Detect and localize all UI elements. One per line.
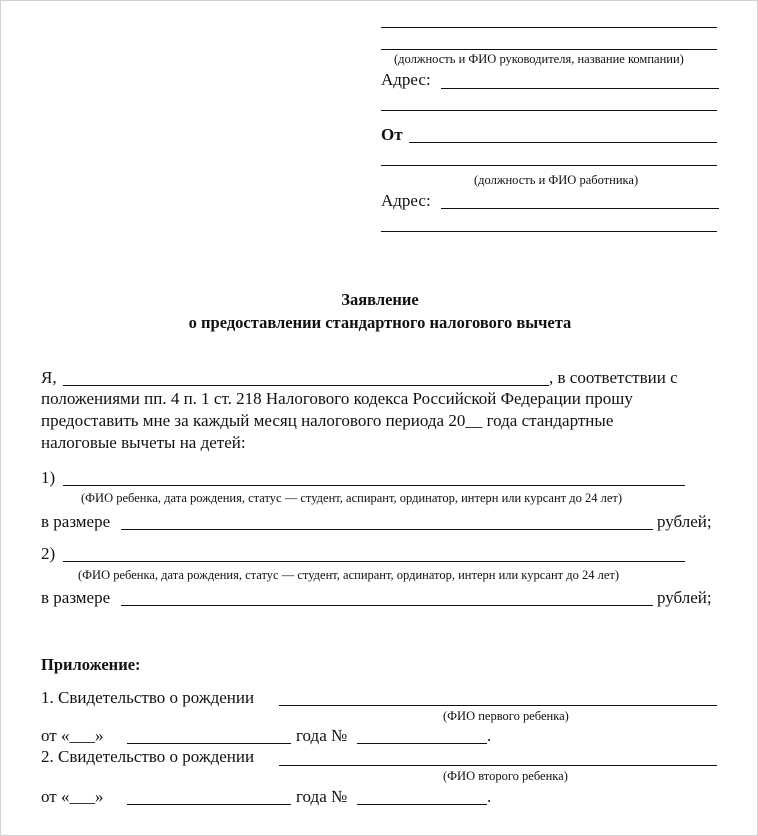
- child-2-number: 2): [41, 544, 56, 563]
- appendix-item-1-date-line[interactable]: [127, 743, 291, 744]
- child-2-line[interactable]: [63, 561, 685, 562]
- appendix-item-2-year-label: года №: [296, 787, 348, 806]
- address-line-2a[interactable]: [441, 208, 719, 209]
- body-line-4: налоговые вычеты на детей:: [41, 433, 246, 452]
- intro-prefix: Я,: [41, 368, 57, 387]
- appendix-item-2-date-prefix: от «___»: [41, 787, 104, 806]
- employee-line-2[interactable]: [381, 165, 717, 166]
- from-label: От: [381, 125, 403, 144]
- appendix-heading: Приложение:: [41, 655, 141, 674]
- child-1-caption: (ФИО ребенка, дата рождения, статус — студент, аспирант, ординатор, интерн или курсант до 24 лет): [81, 491, 622, 505]
- applicant-name-line[interactable]: [63, 385, 549, 386]
- child-1-number: 1): [41, 468, 56, 487]
- address-line-2b[interactable]: [381, 231, 717, 232]
- manager-caption: (должность и ФИО руководителя, название компании): [394, 52, 684, 66]
- child-2-caption: (ФИО ребенка, дата рождения, статус — студент, аспирант, ординатор, интерн или курсант до 24 лет): [78, 568, 619, 582]
- appendix-item-2-caption: (ФИО второго ребенка): [443, 769, 568, 783]
- body-line-3: предоставить мне за каждый месяц налогового периода 20__ года стандартные: [41, 411, 614, 430]
- child-1-line[interactable]: [63, 485, 685, 486]
- child-2-amount-prefix: в размере: [41, 588, 111, 607]
- child-1-amount-prefix: в размере: [41, 512, 111, 531]
- appendix-item-1-year-label: года №: [296, 726, 348, 745]
- appendix-item-1-end: .: [487, 726, 492, 745]
- appendix-item-2-label: 2. Свидетельство о рождении: [41, 747, 255, 766]
- appendix-item-2-number-line[interactable]: [357, 804, 487, 805]
- document-title: Заявление: [341, 290, 419, 309]
- manager-line-2[interactable]: [381, 49, 717, 50]
- document-subtitle: о предоставлении стандартного налогового вычета: [188, 313, 572, 332]
- appendix-item-1-name-line[interactable]: [279, 705, 717, 706]
- appendix-item-2-end: .: [487, 787, 492, 806]
- address-label-2: Адрес:: [381, 191, 431, 210]
- intro-suffix: , в соответствии с: [549, 368, 678, 387]
- appendix-item-1-label: 1. Свидетельство о рождении: [41, 688, 255, 707]
- employee-caption: (должность и ФИО работника): [474, 173, 639, 187]
- appendix-item-1-date-prefix: от «___»: [41, 726, 104, 745]
- child-1-amount-suffix: рублей;: [657, 512, 712, 531]
- body-line-2: положениями пп. 4 п. 1 ст. 218 Налогового кодекса Российской Федерации прошу: [41, 389, 633, 408]
- address-line-1b[interactable]: [381, 110, 717, 111]
- appendix-item-1-number-line[interactable]: [357, 743, 487, 744]
- address-label-1: Адрес:: [381, 70, 431, 89]
- employee-line-1[interactable]: [409, 142, 717, 143]
- child-2-amount-line[interactable]: [121, 605, 653, 606]
- appendix-item-2-date-line[interactable]: [127, 804, 291, 805]
- child-2-amount-suffix: рублей;: [657, 588, 712, 607]
- appendix-item-1-caption: (ФИО первого ребенка): [443, 709, 569, 723]
- child-1-amount-line[interactable]: [121, 529, 653, 530]
- address-line-1a[interactable]: [441, 88, 719, 89]
- manager-line-1[interactable]: [381, 27, 717, 28]
- appendix-item-2-name-line[interactable]: [279, 765, 717, 766]
